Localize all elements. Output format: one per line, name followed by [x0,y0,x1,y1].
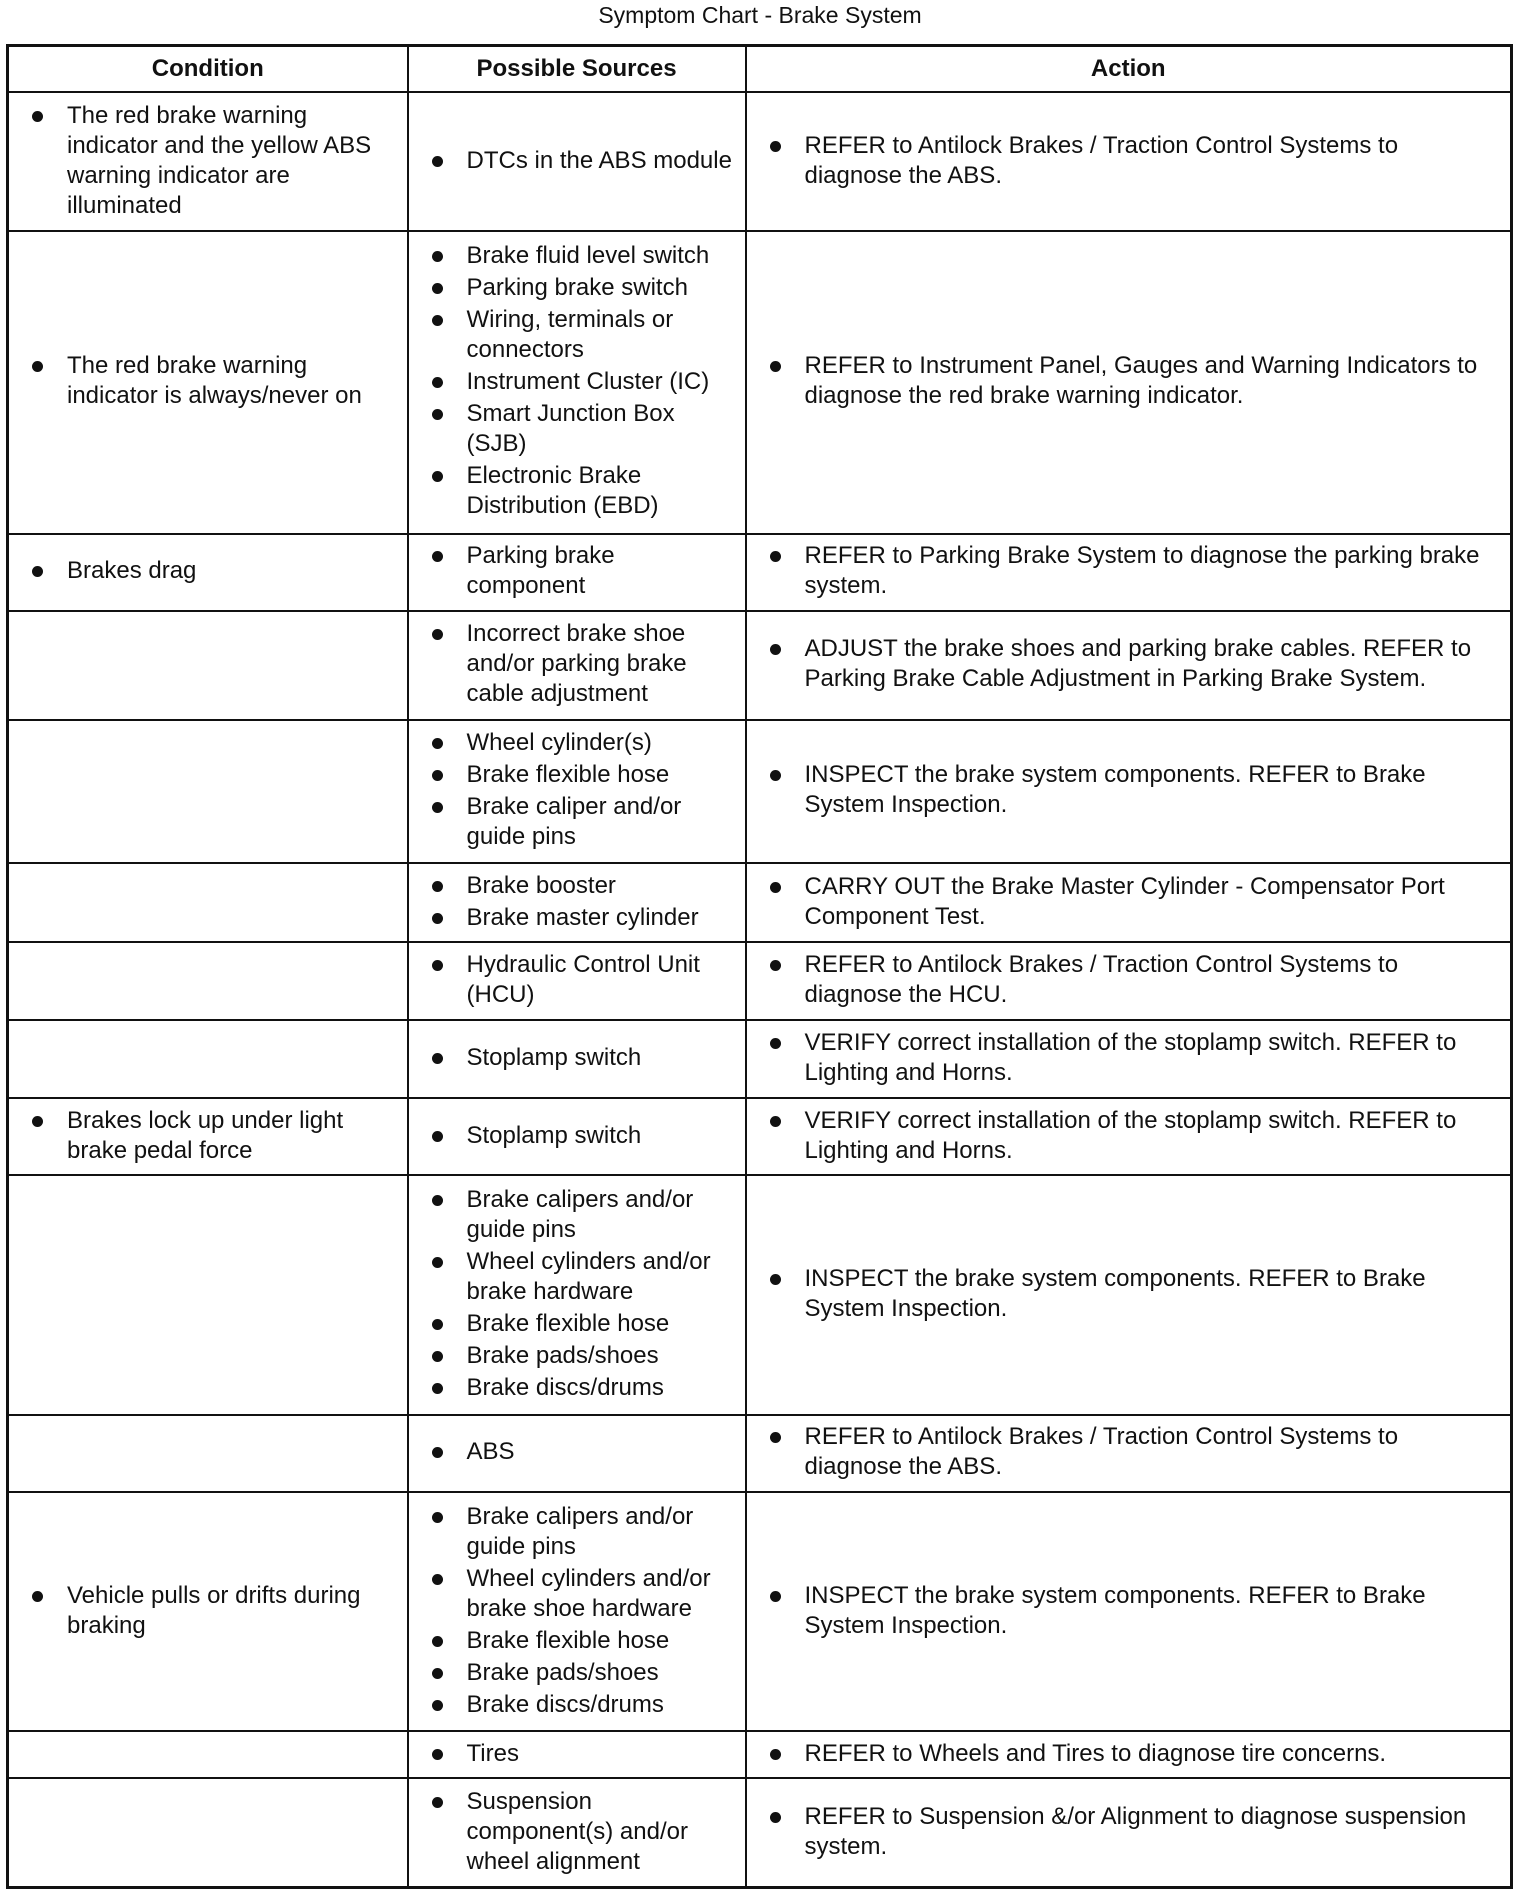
bullet-item: Stoplamp switch [409,1043,735,1073]
table-row [8,1415,1512,1493]
bullet-item: Brake pads/shoes [409,1658,735,1688]
bullet-item: REFER to Suspension &/or Alignment to diagnose suspension system. [747,1802,1501,1862]
bullet-item: Brake flexible hose [409,1309,735,1339]
action-cell [746,1415,1512,1493]
condition-cell [8,1778,408,1887]
bullet-list [9,1106,397,1166]
bullet-item: Brake flexible hose [409,760,735,790]
possible-sources-cell [408,1492,746,1731]
bullet-item: The red brake warning indicator and the yellow ABS warning indicator are illuminated [9,101,397,221]
bullet-item: Brakes lock up under light brake pedal force [9,1106,397,1166]
table-row [8,942,1512,1020]
action-cell [746,1098,1512,1176]
bullet-list [409,1043,735,1073]
bullet-item: Brake flexible hose [409,1626,735,1656]
header-condition: Condition [8,46,408,93]
bullet-list [409,1739,735,1769]
action-cell [746,1020,1512,1098]
bullet-item: REFER to Parking Brake System to diagnose the parking brake system. [747,541,1501,601]
bullet-list [747,1106,1501,1166]
table-body [8,92,1512,1888]
bullet-item: The red brake warning indicator is always/never on [9,351,397,411]
bullet-item: Electronic Brake Distribution (EBD) [409,461,735,521]
bullet-list [747,872,1501,932]
bullet-item: Brake calipers and/or guide pins [409,1502,735,1562]
bullet-item: Brake calipers and/or guide pins [409,1185,735,1245]
condition-cell [8,231,408,534]
table-row [8,1020,1512,1098]
condition-cell [8,534,408,612]
bullet-list [747,634,1501,694]
bullet-list [409,541,735,601]
bullet-item: REFER to Wheels and Tires to diagnose tire concerns. [747,1739,1501,1769]
table-row [8,231,1512,534]
bullet-list [747,1028,1501,1088]
bullet-list [9,1581,397,1641]
possible-sources-cell [408,863,746,943]
bullet-item: Brake fluid level switch [409,241,735,271]
bullet-item: Brake master cylinder [409,903,735,933]
bullet-item: Brake caliper and/or guide pins [409,792,735,852]
bullet-list [409,146,735,176]
bullet-item: Hydraulic Control Unit (HCU) [409,950,735,1010]
condition-cell [8,1415,408,1493]
bullet-item: INSPECT the brake system components. REFER to Brake System Inspection. [747,760,1501,820]
bullet-item: Instrument Cluster (IC) [409,367,735,397]
bullet-item: INSPECT the brake system components. REFER to Brake System Inspection. [747,1264,1501,1324]
bullet-list [409,728,735,852]
symptom-chart-table [6,44,1513,1889]
table-row [8,1492,1512,1731]
bullet-item: Wheel cylinders and/or brake hardware [409,1247,735,1307]
header-action: Action [746,46,1512,93]
page-title: Symptom Chart - Brake System [598,2,922,28]
bullet-item: REFER to Antilock Brakes / Traction Control Systems to diagnose the HCU. [747,950,1501,1010]
possible-sources-cell [408,1778,746,1887]
bullet-list [409,1121,735,1151]
bullet-list [409,241,735,521]
bullet-list [409,950,735,1010]
bullet-list [9,101,397,221]
possible-sources-cell [408,720,746,863]
possible-sources-cell [408,534,746,612]
bullet-list [747,950,1501,1010]
action-cell [746,1731,1512,1778]
bullet-item: Brake booster [409,871,735,901]
table-row [8,1778,1512,1887]
bullet-item: ADJUST the brake shoes and parking brake cables. REFER to Parking Brake Cable Adjustment in Parking Brake System. [747,634,1501,694]
action-cell [746,92,1512,231]
possible-sources-cell [408,611,746,719]
action-cell [746,1492,1512,1731]
bullet-item: Parking brake component [409,541,735,601]
condition-cell [8,611,408,719]
bullet-list [747,1802,1501,1862]
possible-sources-cell [408,1415,746,1493]
bullet-list [409,1185,735,1403]
bullet-list [409,1787,735,1877]
bullet-item: Suspension component(s) and/or wheel alignment [409,1787,735,1877]
possible-sources-cell [408,1020,746,1098]
bullet-item: Parking brake switch [409,273,735,303]
bullet-item: Brake discs/drums [409,1373,735,1403]
possible-sources-cell [408,942,746,1020]
action-cell [746,863,1512,943]
header-row [8,46,1512,93]
table-row [8,92,1512,231]
condition-cell [8,863,408,943]
bullet-item: Wheel cylinder(s) [409,728,735,758]
bullet-list [747,1739,1501,1769]
bullet-item: INSPECT the brake system components. REFER to Brake System Inspection. [747,1581,1501,1641]
action-cell [746,231,1512,534]
bullet-item: ABS [409,1437,735,1467]
table-row [8,1731,1512,1778]
condition-cell [8,720,408,863]
condition-cell [8,1098,408,1176]
bullet-list [747,1581,1501,1641]
table-row [8,863,1512,943]
bullet-list [409,619,735,709]
action-cell [746,1778,1512,1887]
bullet-item: CARRY OUT the Brake Master Cylinder - Compensator Port Component Test. [747,872,1501,932]
bullet-item: REFER to Instrument Panel, Gauges and Warning Indicators to diagnose the red brake warning indicator. [747,351,1501,411]
bullet-item: Wiring, terminals or connectors [409,305,735,365]
condition-cell [8,1175,408,1414]
bullet-item: REFER to Antilock Brakes / Traction Control Systems to diagnose the ABS. [747,1422,1501,1482]
header-possible-sources: Possible Sources [408,46,746,93]
condition-cell [8,1492,408,1731]
bullet-list [409,1437,735,1467]
action-cell [746,942,1512,1020]
bullet-list [409,871,735,933]
table-row [8,534,1512,612]
action-cell [746,611,1512,719]
bullet-item: VERIFY correct installation of the stoplamp switch. REFER to Lighting and Horns. [747,1106,1501,1166]
action-cell [746,1175,1512,1414]
bullet-item: Smart Junction Box (SJB) [409,399,735,459]
possible-sources-cell [408,1731,746,1778]
table-row [8,720,1512,863]
possible-sources-cell [408,92,746,231]
table-row [8,611,1512,719]
bullet-list [747,1422,1501,1482]
bullet-list [747,760,1501,820]
condition-cell [8,1731,408,1778]
bullet-item: Vehicle pulls or drifts during braking [9,1581,397,1641]
table-row [8,1175,1512,1414]
bullet-list [747,351,1501,411]
condition-cell [8,942,408,1020]
action-cell [746,534,1512,612]
bullet-item: REFER to Antilock Brakes / Traction Control Systems to diagnose the ABS. [747,131,1501,191]
possible-sources-cell [408,231,746,534]
bullet-item: Stoplamp switch [409,1121,735,1151]
table-row [8,1098,1512,1176]
condition-cell [8,92,408,231]
action-cell [746,720,1512,863]
bullet-item: DTCs in the ABS module [409,146,735,176]
bullet-item: VERIFY correct installation of the stoplamp switch. REFER to Lighting and Horns. [747,1028,1501,1088]
bullet-list [9,351,397,411]
bullet-item: Brakes drag [9,556,397,586]
bullet-item: Brake discs/drums [409,1690,735,1720]
bullet-item: Tires [409,1739,735,1769]
bullet-list [747,1264,1501,1324]
bullet-item: Wheel cylinders and/or brake shoe hardware [409,1564,735,1624]
possible-sources-cell [408,1175,746,1414]
bullet-item: Brake pads/shoes [409,1341,735,1371]
bullet-list [747,131,1501,191]
bullet-item: Incorrect brake shoe and/or parking brake cable adjustment [409,619,735,709]
possible-sources-cell [408,1098,746,1176]
bullet-list [9,556,397,586]
bullet-list [747,541,1501,601]
condition-cell [8,1020,408,1098]
bullet-list [409,1502,735,1720]
